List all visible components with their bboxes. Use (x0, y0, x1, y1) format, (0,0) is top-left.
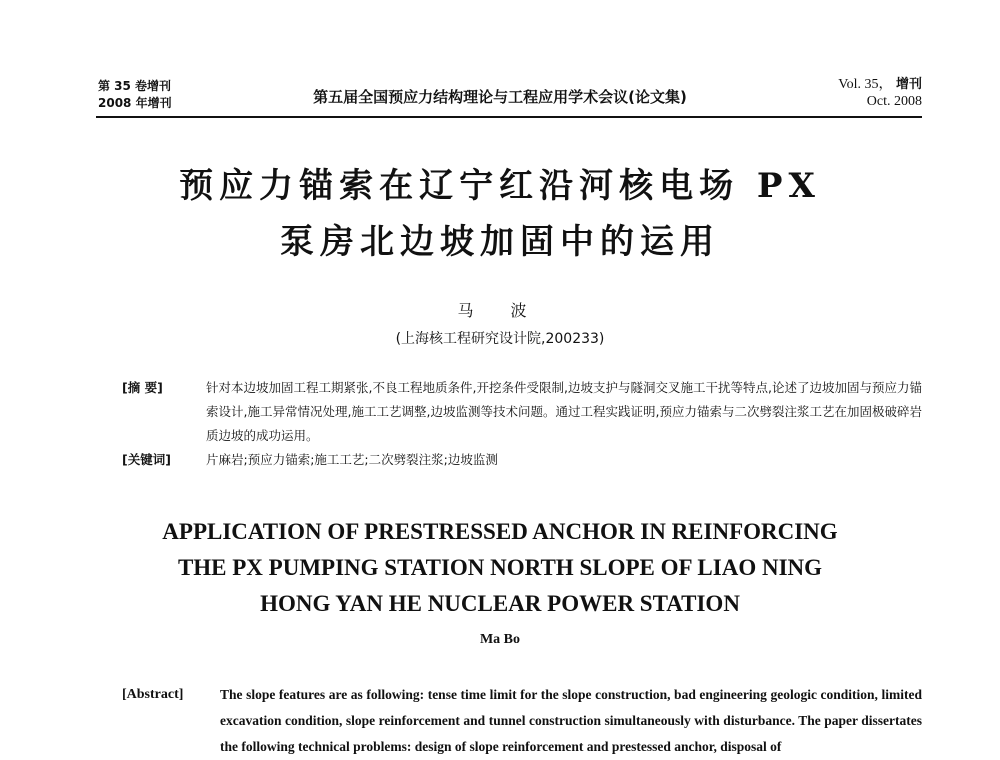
keywords-cn-label: [关键词] (122, 452, 171, 467)
journal-volume-en (838, 76, 922, 110)
abstract-cn (122, 376, 922, 448)
paper-title-en-line3: HONG YAN HE NUCLEAR POWER STATION (260, 591, 740, 616)
author-en: Ma Bo (479, 632, 521, 647)
abstract-en-text: The slope features are as following: tense time limit for the slope construction, bad engineering geologic condition, limited excavation condition, slope reinforcement and tunnel construction simultaneously with disturbance. The paper dissertates the following technical problems: design of slope reinforcement and prestessed anchor, disposal of (220, 687, 922, 754)
paper-title-en-line1: APPLICATION OF PRESTRESSED ANCHOR IN REINFORCING (162, 519, 838, 544)
abstract-cn-text: 针对本边坡加固工程工期紧张,不良工程地质条件,开挖条件受限制,边坡支护与隧洞交叉施工干扰等特点,论述了边坡加固与预应力锚索设计,施工异常情况处理,施工工艺调整,边坡监测等技术问题。通过工程实践证明,预应力锚索与二次劈裂注浆工艺在加固极破碎岩质边坡的成功运用。 (206, 380, 922, 443)
abstract-cn-block (122, 376, 922, 472)
paper-title-cn (0, 158, 1000, 270)
abstract-cn-label: [摘 要] (122, 380, 163, 395)
conference-title: 第五届全国预应力结构理论与工程应用学术会议(论文集) (313, 88, 687, 106)
paper-title-cn-line2: 泵房北边坡加固中的运用 (280, 222, 720, 262)
keywords-cn (122, 448, 922, 472)
paper-title-en-line2: THE PX PUMPING STATION NORTH SLOPE OF LIAO NING (177, 555, 823, 580)
affiliation-cn: (上海核工程研究设计院,200233) (395, 331, 605, 347)
paper-title-cn-line1: 预应力锚索在辽宁红沿河核电场 PX (179, 166, 821, 206)
volume-en-supplement: 增刊 (895, 77, 922, 92)
paper-title-en (0, 514, 1000, 622)
header-divider (96, 116, 922, 118)
keywords-cn-text: 片麻岩;预应力锚索;施工工艺;二次劈裂注浆;边坡监测 (206, 452, 498, 467)
date-en: Oct. 2008 (866, 94, 922, 109)
year-cn: 2008 年增刊 (98, 96, 172, 110)
volume-en: Vol. 35， (838, 77, 893, 92)
volume-cn: 第 35 卷增刊 (98, 79, 172, 93)
abstract-en (122, 682, 922, 760)
abstract-en-label: [Abstract] (122, 687, 184, 702)
author-cn: 马 波 (457, 301, 543, 320)
